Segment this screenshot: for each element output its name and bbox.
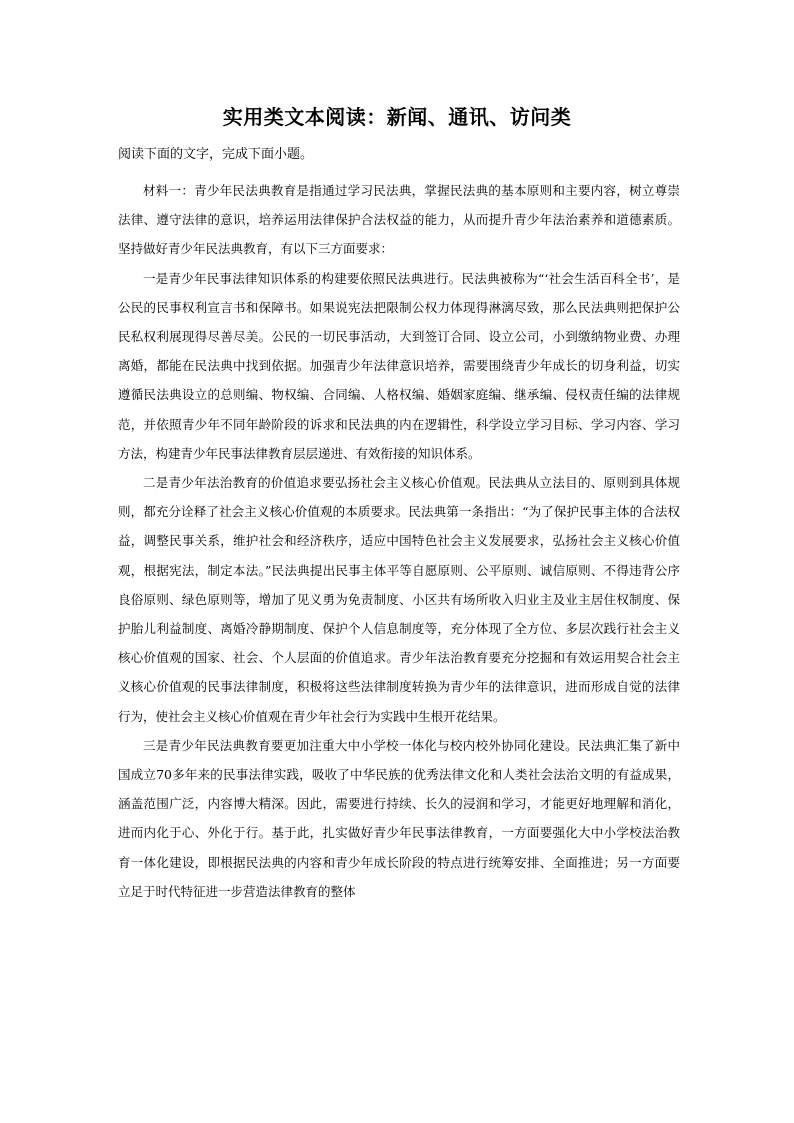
paragraph-point-one: 一是青少年民事法律知识体系的构建要依照民法典进行。民法典被称为“‘社会生活百科全书’，是公民的民事权利宣言书和保障书。如果说宪法把限制公权力体现得淋漓尽致，那么民法典则把保护公民私权利展现得尽善尽美。公民的一切民事活动，大到签订合同、设立公司，小到缴纳物业费、办理离婚，都能在民法典中找到依据。加强青少年法律意识培养，需要围绕青少年成长的切身利益，切实遵循民法典设立的总则编、物权编、合同编、人格权编、婚姻家庭编、继承编、侵权责任编的法律规范，并依照青少年不同年龄阶段的诉求和民法典的内在逻辑性，科学设立学习目标、学习内容、学习方法，构建青少年民事法律教育层层递进、有效衔接的知识体系。 [118, 270, 680, 461]
paragraph-point-two: 二是青少年法治教育的价值追求要弘扬社会主义核心价值观。民法典从立法目的、原则到具体规则，都充分诠释了社会主义核心价值观的本质要求。民法典第一条指出：“为了保护民事主体的合法权益，调整民事关系，维护社会和经济秩序，适应中国特色社会主义发展要求，弘扬社会主义核心价值观，根据宪法，制定本法。”民法典提出民事主体平等自愿原则、公平原则、诚信原则、不得违背公序良俗原则、绿色原则等，增加了见义勇为免责制度、小区共有场所收入归业主及业主居住权制度、保护胎儿利益制度、离婚冷静期制度、保护个人信息制度等，充分体现了全方位、多层次践行社会主义核心价值观的国家、社会、个人层面的价值追求。青少年法治教育要充分挖掘和有效运用契合社会主义核心价值观的民事法律制度，积极将这些法律制度转换为青少年的法律意识，进而形成自觉的法律行为，使社会主义核心价值观在青少年社会行为实践中生根开花结果。 [118, 475, 680, 724]
article-body [118, 176, 680, 906]
paragraph-point-three: 三是青少年民法典教育要更加注重大中小学校一体化与校内校外协同化建设。民法典汇集了新中国成立70多年来的民事法律实践，吸收了中华民族的优秀法律文化和人类社会法治文明的有益成果，涵盖范围广泛，内容博大精深。因此，需要进行持续、长久的浸润和学习，才能更好地理解和消化，进而内化于心、外化于行。基于此，扎实做好青少年民事法律教育，一方面要强化大中小学校法治教育一体化建设，即根据民法典的内容和青少年成长阶段的特点进行统筹安排、全面推进；另一方面要立足于时代特征进一步营造法律教育的整体 [118, 737, 680, 899]
reading-instruction: 阅读下面的文字，完成下面小题。 [118, 147, 314, 162]
paragraph-material-one-intro: 材料一：青少年民法典教育是指通过学习民法典，掌握民法典的基本原则和主要内容，树立尊崇法律、遵守法律的意识，培养运用法律保护合法权益的能力，从而提升青少年法治素养和道德素质。坚持做好青少年民法典教育，有以下三方面要求： [118, 183, 680, 257]
document-title: 实用类文本阅读：新闻、通讯、访问类 [222, 105, 572, 129]
